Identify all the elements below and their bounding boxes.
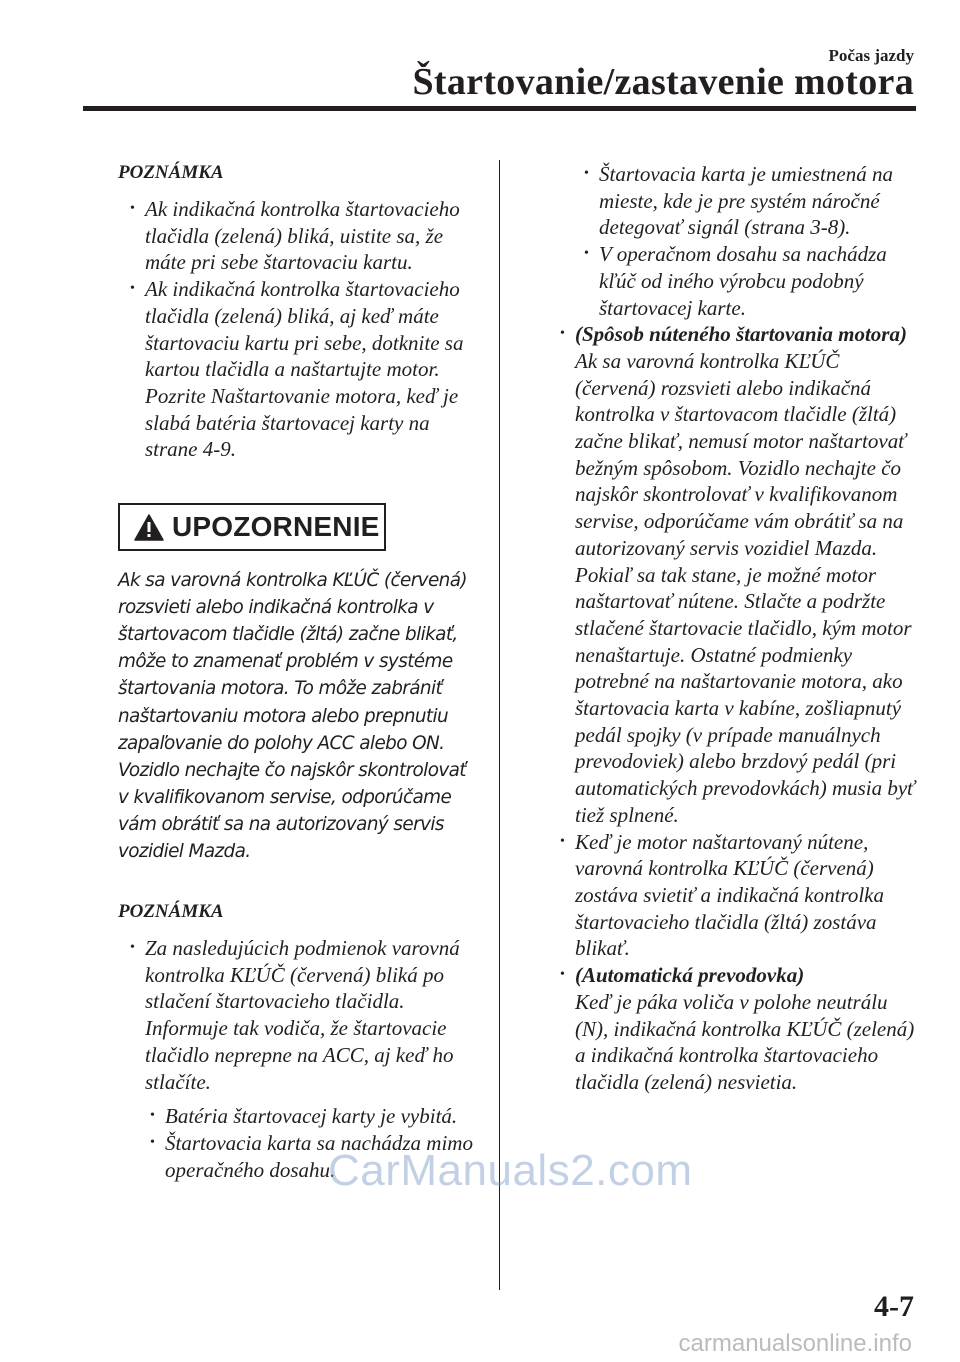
- watermark: CarManuals2.com: [328, 1146, 693, 1195]
- warning-triangle-icon: [134, 514, 164, 541]
- page-number: 4-7: [874, 1290, 914, 1323]
- automatic-item: [560, 962, 920, 1096]
- sub-item: • Štartovacia karta je umiestnená na mieste, kde je pre systém náročné detegovať signál (strana 3-8).: [584, 161, 920, 241]
- note-item: • Za nasledujúcich podmienok varovná kontrolka KĽÚČ (červená) bliká po stlačení štartovacieho tlačidla. Informuje tak vodiča, že štartovacie tlačidlo neprepne na ACC, aj keď ho stlačíte.: [130, 935, 478, 1095]
- warning-box: [118, 503, 386, 551]
- automatic-text: Keď je páka voliča v polohe neutrálu (N), indikačná kontrolka KĽÚČ (zelená) a indikačná kontrolka štartovacieho tlačidla (zelená) nesvietia.: [575, 989, 915, 1094]
- warning-label: UPOZORNENIE: [172, 511, 380, 543]
- note-title: POZNÁMKA: [118, 162, 224, 183]
- forced-start-heading: • (Spôsob núteného štartovania motora): [575, 322, 907, 347]
- note-item: • Ak indikačná kontrolka štartovacieho tlačidla (zelená) bliká, aj keď máte štartovaciu kartu pri sebe, dotknite sa kartou tlačidla a naštartujte motor. Pozrite Naštartovanie motora, keď je slabá batéria štartovacej karty na strane 4-9.: [130, 276, 478, 463]
- footer-site: carmanualsonline.info: [678, 1330, 912, 1357]
- note-title-2: POZNÁMKA: [118, 901, 224, 923]
- note-list: [118, 196, 478, 463]
- sub-list: [584, 161, 920, 321]
- warning-text: Ak sa varovná kontrolka KĽÚČ (červená) rozsvieti alebo indikačná kontrolka v štartovacom tlačidle (žltá) začne blikať, môže to znamenať problém v systéme štartovania motora. To môže zabrániť naštartovaniu motora alebo prepnutiu zapaľovanie do polohy ACC alebo ON. Vozidlo nechajte čo najskôr skontrolovať v kvalifikovanom servise, odporúčame vám obrátiť sa na autorizovaný servis vozidiel Mazda.: [118, 570, 467, 862]
- header-rule: [83, 106, 916, 111]
- sub-item: • V operačnom dosahu sa nachádza kľúč od iného výrobcu podobný štartovacej karte.: [584, 241, 920, 321]
- column-divider: [499, 160, 500, 1290]
- left-column: [118, 160, 478, 1183]
- right-column: [560, 161, 920, 1096]
- page-title: Štartovanie/zastavenie motora: [412, 61, 914, 103]
- forced-start-after: • Keď je motor naštartovaný nútene, varovná kontrolka KĽÚČ (červená) zostáva svietiť a indikačná kontrolka štartovacieho tlačidla (žltá) zostáva blikať.: [560, 829, 920, 963]
- sub-item: • Štartovacia karta sa nachádza mimo operačného dosahu.: [150, 1130, 478, 1183]
- sub-item: • Batéria štartovacej karty je vybitá.: [150, 1103, 478, 1130]
- forced-start-item: [560, 321, 920, 828]
- section-heading: Počas jazdy: [828, 46, 914, 65]
- automatic-heading: • (Automatická prevodovka): [575, 963, 805, 988]
- note-item: • Ak indikačná kontrolka štartovacieho tlačidla (zelená) bliká, uistite sa, že máte pri sebe štartovaciu kartu.: [130, 196, 478, 276]
- forced-start-text: Ak sa varovná kontrolka KĽÚČ (červená) rozsvieti alebo indikačná kontrolka v štartovacom tlačidle (žltá) začne blikať, nemusí motor naštartovať bežným spôsobom. Vozidlo nechajte čo najskôr skontrolovať v kvalifikovanom servise, odporúčame vám obrátiť sa na autorizovaný servis vozidiel Mazda. Pokiaľ sa tak stane, je možné motor naštartovať nútene. Stlačte a podržte stlačené štartovacie tlačidlo, kým motor nenaštartuje. Ostatné podmienky potrebné na naštartovanie motora, ako štartovacia karta v kabíne, zošliapnutý pedál spojky (v prípade manuálnych prevodoviek) alebo brzdový pedál (pri automatických prevodovkách) musia byť tiež splnené.: [575, 348, 915, 827]
